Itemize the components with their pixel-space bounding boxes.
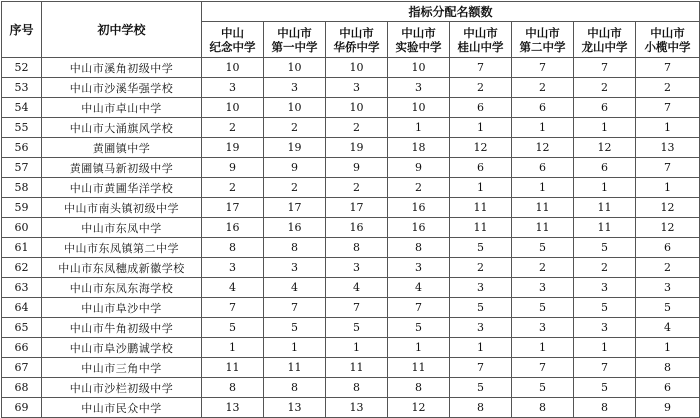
row-quota-value: 1 bbox=[574, 338, 636, 358]
row-quota-value: 13 bbox=[326, 398, 388, 418]
row-quota-value: 2 bbox=[202, 118, 264, 138]
row-school-name: 中山市南头镇初级中学 bbox=[42, 198, 202, 218]
row-quota-value: 10 bbox=[388, 98, 450, 118]
row-quota-value: 3 bbox=[574, 278, 636, 298]
row-quota-value: 7 bbox=[388, 298, 450, 318]
row-school-name: 中山市东凤中学 bbox=[42, 218, 202, 238]
row-school-name: 中山市民众中学 bbox=[42, 398, 202, 418]
row-quota-value: 3 bbox=[512, 318, 574, 338]
header-high-school-line2: 小榄中学 bbox=[644, 39, 691, 54]
table-row bbox=[2, 98, 700, 118]
header-high-school-line2: 桂山中学 bbox=[457, 39, 504, 54]
row-quota-value: 6 bbox=[636, 378, 700, 398]
header-high-school-line2: 华侨中学 bbox=[333, 39, 380, 54]
row-school-name: 中山市东凤东海学校 bbox=[42, 278, 202, 298]
row-quota-value: 5 bbox=[512, 298, 574, 318]
row-quota-value: 6 bbox=[574, 98, 636, 118]
row-quota-value: 12 bbox=[512, 138, 574, 158]
row-quota-value: 1 bbox=[512, 178, 574, 198]
row-quota-value: 3 bbox=[326, 258, 388, 278]
row-quota-value: 1 bbox=[326, 338, 388, 358]
row-school-name: 中山市阜沙鹏诚学校 bbox=[42, 338, 202, 358]
table-row bbox=[2, 398, 700, 418]
row-quota-value: 7 bbox=[574, 58, 636, 78]
row-quota-value: 16 bbox=[388, 198, 450, 218]
row-index: 61 bbox=[2, 238, 42, 258]
header-high-school-line1: 中山市 bbox=[525, 25, 560, 40]
row-quota-value: 2 bbox=[326, 178, 388, 198]
row-quota-value: 4 bbox=[388, 278, 450, 298]
row-quota-value: 2 bbox=[450, 258, 512, 278]
row-quota-value: 2 bbox=[574, 78, 636, 98]
table-header bbox=[2, 2, 700, 58]
row-quota-value: 5 bbox=[450, 238, 512, 258]
row-quota-value: 11 bbox=[202, 358, 264, 378]
table-row bbox=[2, 318, 700, 338]
row-quota-value: 13 bbox=[264, 398, 326, 418]
row-index: 63 bbox=[2, 278, 42, 298]
row-quota-value: 1 bbox=[202, 338, 264, 358]
header-high-school bbox=[388, 22, 450, 58]
row-quota-value: 16 bbox=[264, 218, 326, 238]
row-quota-value: 2 bbox=[512, 78, 574, 98]
row-quota-value: 8 bbox=[326, 378, 388, 398]
row-quota-value: 6 bbox=[512, 158, 574, 178]
row-quota-value: 1 bbox=[512, 118, 574, 138]
row-quota-value: 5 bbox=[574, 298, 636, 318]
row-school-name: 中山市东凤镇第二中学 bbox=[42, 238, 202, 258]
row-quota-value: 5 bbox=[264, 318, 326, 338]
row-quota-value: 1 bbox=[574, 178, 636, 198]
row-quota-value: 19 bbox=[202, 138, 264, 158]
row-quota-value: 3 bbox=[326, 78, 388, 98]
row-quota-value: 8 bbox=[450, 398, 512, 418]
row-quota-value: 9 bbox=[264, 158, 326, 178]
row-quota-value: 6 bbox=[636, 238, 700, 258]
header-high-school bbox=[636, 22, 700, 58]
row-quota-value: 2 bbox=[636, 258, 700, 278]
table-row bbox=[2, 218, 700, 238]
row-quota-value: 11 bbox=[512, 198, 574, 218]
table-body bbox=[2, 58, 700, 418]
row-quota-value: 7 bbox=[512, 358, 574, 378]
row-quota-value: 1 bbox=[636, 178, 700, 198]
row-school-name: 黄圃镇马新初级中学 bbox=[42, 158, 202, 178]
header-high-school-line2: 第二中学 bbox=[519, 39, 566, 54]
row-quota-value: 1 bbox=[636, 338, 700, 358]
row-quota-value: 11 bbox=[450, 218, 512, 238]
row-school-name: 中山市牛角初级中学 bbox=[42, 318, 202, 338]
row-quota-value: 5 bbox=[574, 378, 636, 398]
row-quota-value: 7 bbox=[636, 98, 700, 118]
row-quota-value: 3 bbox=[264, 78, 326, 98]
row-quota-value: 19 bbox=[264, 138, 326, 158]
row-index: 65 bbox=[2, 318, 42, 338]
header-high-school-line1: 中山市 bbox=[277, 25, 312, 40]
row-index: 52 bbox=[2, 58, 42, 78]
row-quota-value: 9 bbox=[388, 158, 450, 178]
table-row bbox=[2, 118, 700, 138]
header-high-school-line1: 中山市 bbox=[650, 25, 685, 40]
row-quota-value: 16 bbox=[202, 218, 264, 238]
row-quota-value: 8 bbox=[202, 378, 264, 398]
row-quota-value: 5 bbox=[450, 298, 512, 318]
row-quota-value: 3 bbox=[202, 78, 264, 98]
row-quota-value: 4 bbox=[264, 278, 326, 298]
row-quota-value: 1 bbox=[636, 118, 700, 138]
header-high-school-line1: 中山市 bbox=[339, 25, 374, 40]
header-high-school-line1: 中山市 bbox=[401, 25, 436, 40]
row-quota-value: 5 bbox=[388, 318, 450, 338]
row-quota-value: 17 bbox=[202, 198, 264, 218]
row-quota-value: 12 bbox=[636, 218, 700, 238]
row-quota-value: 10 bbox=[326, 98, 388, 118]
row-quota-value: 8 bbox=[202, 238, 264, 258]
row-quota-value: 8 bbox=[512, 398, 574, 418]
row-school-name: 中山市三角中学 bbox=[42, 358, 202, 378]
header-index: 序号 bbox=[2, 2, 42, 58]
row-index: 66 bbox=[2, 338, 42, 358]
row-index: 68 bbox=[2, 378, 42, 398]
row-index: 59 bbox=[2, 198, 42, 218]
row-quota-value: 16 bbox=[388, 218, 450, 238]
header-high-school-line1: 中山 bbox=[221, 25, 244, 40]
header-high-school bbox=[326, 22, 388, 58]
row-index: 55 bbox=[2, 118, 42, 138]
row-quota-value: 2 bbox=[388, 178, 450, 198]
header-quota-group: 指标分配名额数 bbox=[202, 2, 700, 22]
row-index: 64 bbox=[2, 298, 42, 318]
row-quota-value: 9 bbox=[326, 158, 388, 178]
row-school-name: 中山市沙溪华强学校 bbox=[42, 78, 202, 98]
header-high-school-line2: 纪念中学 bbox=[209, 39, 256, 54]
row-quota-value: 8 bbox=[388, 378, 450, 398]
row-quota-value: 7 bbox=[326, 298, 388, 318]
row-quota-value: 9 bbox=[202, 158, 264, 178]
table-row bbox=[2, 358, 700, 378]
header-high-school bbox=[512, 22, 574, 58]
header-high-school bbox=[202, 22, 264, 58]
table-row bbox=[2, 198, 700, 218]
row-quota-value: 12 bbox=[636, 198, 700, 218]
row-quota-value: 3 bbox=[264, 258, 326, 278]
table-row bbox=[2, 338, 700, 358]
row-quota-value: 7 bbox=[264, 298, 326, 318]
row-quota-value: 1 bbox=[450, 178, 512, 198]
row-quota-value: 2 bbox=[512, 258, 574, 278]
table-row bbox=[2, 78, 700, 98]
table-row bbox=[2, 158, 700, 178]
row-quota-value: 12 bbox=[450, 138, 512, 158]
row-quota-value: 19 bbox=[326, 138, 388, 158]
row-quota-value: 4 bbox=[202, 278, 264, 298]
table-row bbox=[2, 178, 700, 198]
row-quota-value: 7 bbox=[450, 58, 512, 78]
row-quota-value: 1 bbox=[388, 118, 450, 138]
row-quota-value: 7 bbox=[574, 358, 636, 378]
row-quota-value: 11 bbox=[326, 358, 388, 378]
row-quota-value: 3 bbox=[388, 78, 450, 98]
row-quota-value: 1 bbox=[574, 118, 636, 138]
header-high-school bbox=[574, 22, 636, 58]
header-high-school bbox=[450, 22, 512, 58]
row-quota-value: 3 bbox=[202, 258, 264, 278]
row-quota-value: 8 bbox=[636, 358, 700, 378]
quota-table bbox=[1, 1, 700, 418]
row-school-name: 中山市大涌旗风学校 bbox=[42, 118, 202, 138]
row-quota-value: 1 bbox=[512, 338, 574, 358]
row-quota-value: 17 bbox=[326, 198, 388, 218]
row-quota-value: 8 bbox=[264, 238, 326, 258]
table-row bbox=[2, 138, 700, 158]
row-quota-value: 9 bbox=[636, 398, 700, 418]
header-high-school-line2: 实验中学 bbox=[395, 39, 442, 54]
row-index: 67 bbox=[2, 358, 42, 378]
row-school-name: 中山市阜沙中学 bbox=[42, 298, 202, 318]
row-quota-value: 11 bbox=[574, 218, 636, 238]
header-high-school-line2: 第一中学 bbox=[271, 39, 318, 54]
row-quota-value: 1 bbox=[450, 118, 512, 138]
row-quota-value: 8 bbox=[574, 398, 636, 418]
row-quota-value: 10 bbox=[202, 98, 264, 118]
row-quota-value: 11 bbox=[512, 218, 574, 238]
row-quota-value: 10 bbox=[326, 58, 388, 78]
row-quota-value: 13 bbox=[636, 138, 700, 158]
row-index: 60 bbox=[2, 218, 42, 238]
row-quota-value: 5 bbox=[636, 298, 700, 318]
row-quota-value: 5 bbox=[202, 318, 264, 338]
row-school-name: 中山市溪角初级中学 bbox=[42, 58, 202, 78]
row-quota-value: 10 bbox=[388, 58, 450, 78]
row-school-name: 中山市黄圃华洋学校 bbox=[42, 178, 202, 198]
row-quota-value: 10 bbox=[264, 58, 326, 78]
row-quota-value: 16 bbox=[326, 218, 388, 238]
row-quota-value: 7 bbox=[636, 58, 700, 78]
table-row bbox=[2, 238, 700, 258]
row-quota-value: 10 bbox=[202, 58, 264, 78]
row-index: 54 bbox=[2, 98, 42, 118]
row-quota-value: 10 bbox=[264, 98, 326, 118]
row-quota-value: 5 bbox=[512, 378, 574, 398]
header-high-school-line1: 中山市 bbox=[463, 25, 498, 40]
row-quota-value: 7 bbox=[202, 298, 264, 318]
row-quota-value: 2 bbox=[636, 78, 700, 98]
row-quota-value: 3 bbox=[636, 278, 700, 298]
header-high-school bbox=[264, 22, 326, 58]
row-quota-value: 1 bbox=[264, 338, 326, 358]
row-school-name: 中山市沙栏初级中学 bbox=[42, 378, 202, 398]
row-quota-value: 18 bbox=[388, 138, 450, 158]
row-quota-value: 5 bbox=[450, 378, 512, 398]
table-row bbox=[2, 278, 700, 298]
row-quota-value: 1 bbox=[450, 338, 512, 358]
row-quota-value: 6 bbox=[512, 98, 574, 118]
row-school-name: 中山市卓山中学 bbox=[42, 98, 202, 118]
table-row bbox=[2, 378, 700, 398]
table-row bbox=[2, 258, 700, 278]
row-index: 69 bbox=[2, 398, 42, 418]
row-quota-value: 4 bbox=[636, 318, 700, 338]
row-quota-value: 12 bbox=[574, 138, 636, 158]
row-quota-value: 7 bbox=[636, 158, 700, 178]
row-index: 57 bbox=[2, 158, 42, 178]
row-quota-value: 3 bbox=[388, 258, 450, 278]
row-quota-value: 13 bbox=[202, 398, 264, 418]
row-quota-value: 2 bbox=[450, 78, 512, 98]
row-quota-value: 3 bbox=[574, 318, 636, 338]
row-quota-value: 2 bbox=[264, 118, 326, 138]
row-quota-value: 2 bbox=[264, 178, 326, 198]
row-quota-value: 1 bbox=[388, 338, 450, 358]
row-quota-value: 4 bbox=[326, 278, 388, 298]
row-quota-value: 11 bbox=[264, 358, 326, 378]
row-quota-value: 8 bbox=[264, 378, 326, 398]
row-index: 62 bbox=[2, 258, 42, 278]
row-quota-value: 5 bbox=[326, 318, 388, 338]
table-row bbox=[2, 58, 700, 78]
row-quota-value: 3 bbox=[450, 278, 512, 298]
row-quota-value: 8 bbox=[326, 238, 388, 258]
row-school-name: 中山市东凤穗成新徽学校 bbox=[42, 258, 202, 278]
row-school-name: 黄圃镇中学 bbox=[42, 138, 202, 158]
row-quota-value: 5 bbox=[512, 238, 574, 258]
row-quota-value: 3 bbox=[450, 318, 512, 338]
row-quota-value: 2 bbox=[202, 178, 264, 198]
table-row bbox=[2, 298, 700, 318]
row-index: 58 bbox=[2, 178, 42, 198]
row-quota-value: 11 bbox=[574, 198, 636, 218]
header-high-school-line2: 龙山中学 bbox=[581, 39, 628, 54]
header-high-school-line1: 中山市 bbox=[587, 25, 622, 40]
row-quota-value: 5 bbox=[574, 238, 636, 258]
row-quota-value: 8 bbox=[388, 238, 450, 258]
row-index: 56 bbox=[2, 138, 42, 158]
row-quota-value: 2 bbox=[574, 258, 636, 278]
header-school: 初中学校 bbox=[42, 2, 202, 58]
row-quota-value: 17 bbox=[264, 198, 326, 218]
row-quota-value: 6 bbox=[450, 98, 512, 118]
row-quota-value: 7 bbox=[450, 358, 512, 378]
row-quota-value: 3 bbox=[512, 278, 574, 298]
row-quota-value: 6 bbox=[574, 158, 636, 178]
row-quota-value: 7 bbox=[512, 58, 574, 78]
row-quota-value: 12 bbox=[388, 398, 450, 418]
row-quota-value: 6 bbox=[450, 158, 512, 178]
row-quota-value: 11 bbox=[388, 358, 450, 378]
row-quota-value: 2 bbox=[326, 118, 388, 138]
row-index: 53 bbox=[2, 78, 42, 98]
row-quota-value: 11 bbox=[450, 198, 512, 218]
